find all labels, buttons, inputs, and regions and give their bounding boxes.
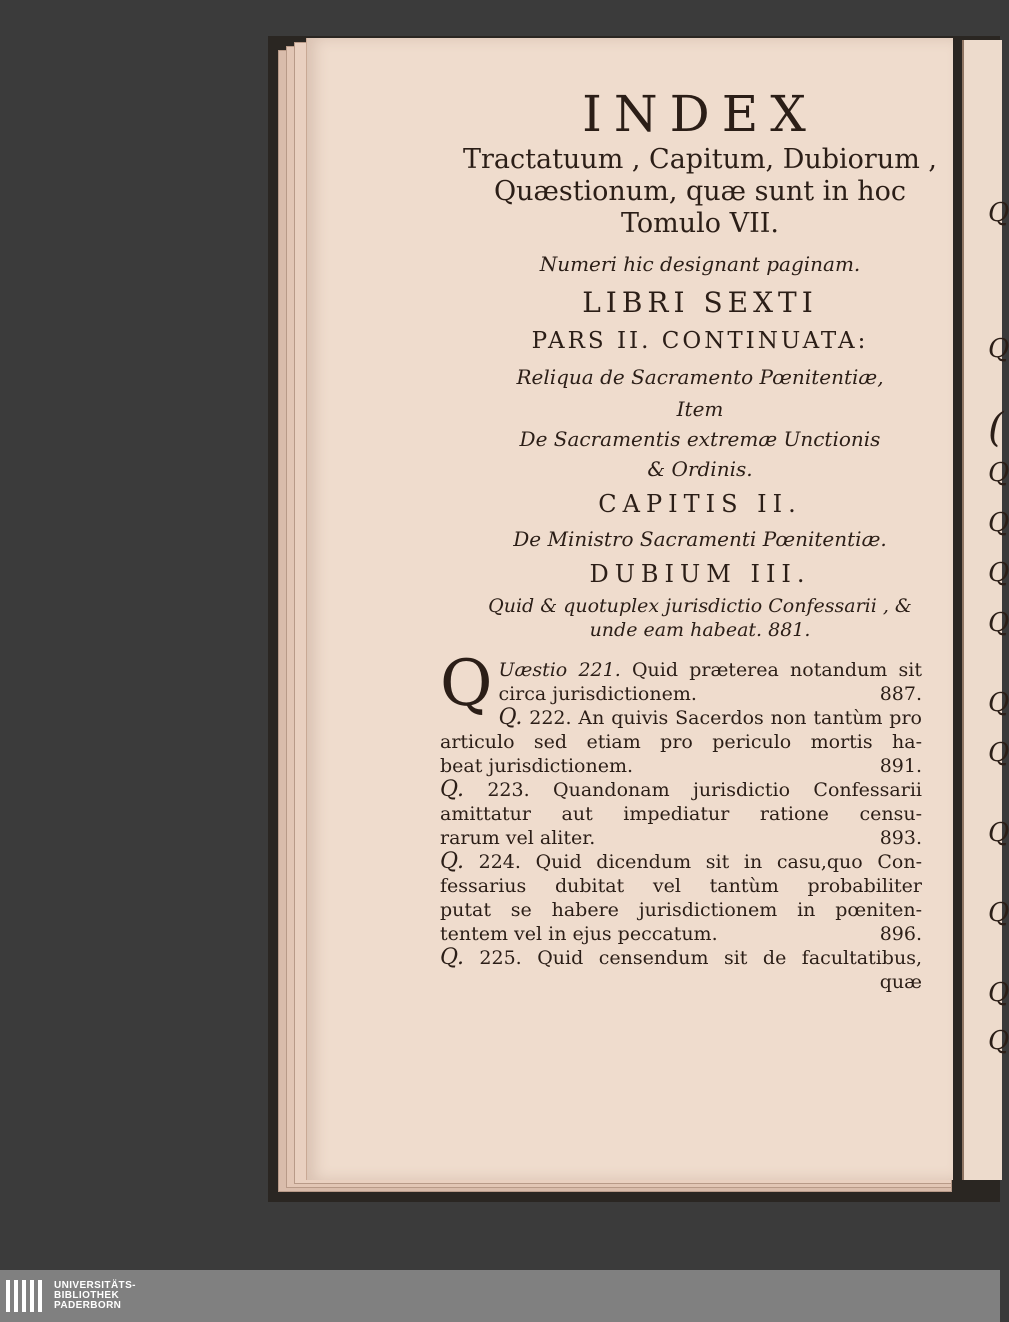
subtitle-line: Tractatuum , Capitum, Dubiorum , [462, 144, 938, 175]
dubium-heading: DUBIUM III. [589, 560, 811, 588]
entry-line [440, 778, 922, 802]
facing-page-mark: Q [988, 738, 1009, 768]
facing-page-mark: Q [988, 334, 1009, 364]
question-list [440, 647, 922, 994]
entry-line [440, 706, 922, 730]
list-item [440, 706, 922, 778]
entry-text: 224. Quid dicendum sit in casu,quo Con- [463, 851, 922, 873]
facing-page-mark: Q [988, 558, 1009, 588]
subtitle-line: Tomulo VII. [620, 208, 780, 239]
library-name-line: UNIVERSITÄTS- [54, 1280, 136, 1291]
entry-line [440, 946, 922, 970]
part-description: De Sacramentis extremæ Unctionis [519, 427, 881, 451]
entry-line: amittatur aut impediatur ratione censu- [440, 803, 922, 825]
facing-page-mark: Q [988, 818, 1009, 848]
q-mark: Q. [440, 777, 464, 802]
list-item [440, 946, 922, 994]
entry-text: tentem vel in ejus peccatum. [440, 923, 718, 945]
list-item [440, 778, 922, 850]
part-description: Reliqua de Sacramento Pœnitentiæ, [516, 365, 884, 389]
page-ref: 887. [879, 683, 922, 705]
page-text [440, 84, 960, 994]
q-mark: Q. [440, 945, 464, 970]
page-title: INDEX [582, 85, 818, 143]
entry-line [440, 754, 922, 778]
library-name-line: PADERBORN [54, 1300, 122, 1311]
library-footer [0, 1270, 1000, 1322]
dubium-title: Quid & quotuplex jurisdictio Confessarii , & [488, 595, 912, 617]
entry-text: beat jurisdictionem. [440, 755, 634, 777]
q-mark: Q. [498, 705, 523, 730]
entry-line: fessarius dubitat vel tantùm probabiliter [440, 875, 922, 897]
entry-line [440, 850, 922, 874]
drop-cap: Q [440, 647, 493, 721]
facing-page-mark: Q [988, 198, 1009, 228]
dubium-title: unde eam habeat. 881. [589, 619, 811, 641]
page-ref: 891. [879, 755, 922, 777]
q-mark: Q. [440, 849, 464, 874]
catchword: quæ [879, 971, 922, 993]
entry-line [440, 658, 922, 682]
entry-text: Quid præterea notandum sit [620, 659, 922, 681]
facing-page-mark: Q [988, 898, 1009, 928]
chapter-title: De Ministro Sacramenti Pœnitentiæ. [513, 527, 887, 551]
book-heading: LIBRI SEXTI [582, 286, 818, 319]
list-item [440, 850, 922, 946]
facing-page-mark: Q [988, 608, 1009, 638]
facing-page-mark: Q [988, 978, 1009, 1008]
page-ref: 893. [879, 827, 922, 849]
library-logo-icon [6, 1280, 46, 1312]
entry-text: 223. Quandonam jurisdictio Confessarii [463, 779, 922, 801]
page-note: Numeri hic designant paginam. [539, 252, 861, 276]
entry-line: putat se habere jurisdictionem in pœniten- [440, 899, 922, 921]
page-ref: 896. [879, 923, 922, 945]
part-description: Item [676, 397, 724, 421]
entry-text: 222. An quivis Sacerdos non tantùm pro [522, 707, 922, 729]
facing-page-mark: ( [988, 405, 1004, 451]
library-name [54, 1281, 136, 1311]
entry-text: circa jurisdictionem. [498, 683, 697, 705]
chapter-heading: CAPITIS II. [598, 490, 802, 518]
entry-line [440, 826, 922, 850]
part-description: & Ordinis. [647, 457, 753, 481]
subtitle-line: Quæstionum, quæ sunt in hoc [493, 176, 907, 207]
facing-page-mark: Q [988, 1026, 1009, 1056]
entry-text: 225. Quid censendum sit de facultatibus, [463, 947, 922, 969]
entry-number: Uæstio 221. [498, 659, 621, 681]
entry-line [440, 682, 922, 706]
facing-page-mark: Q [988, 508, 1009, 538]
facing-page-edge [962, 40, 1009, 1180]
library-name-line: BIBLIOTHEK [54, 1290, 120, 1301]
entry-line: articulo sed etiam pro periculo mortis ha- [440, 731, 922, 753]
part-heading: PARS II. CONTINUATA: [531, 328, 869, 354]
facing-page-mark: Q [988, 688, 1009, 718]
entry-text: rarum vel aliter. [440, 827, 596, 849]
entry-line [440, 922, 922, 946]
facing-page-mark: Q [988, 458, 1009, 488]
